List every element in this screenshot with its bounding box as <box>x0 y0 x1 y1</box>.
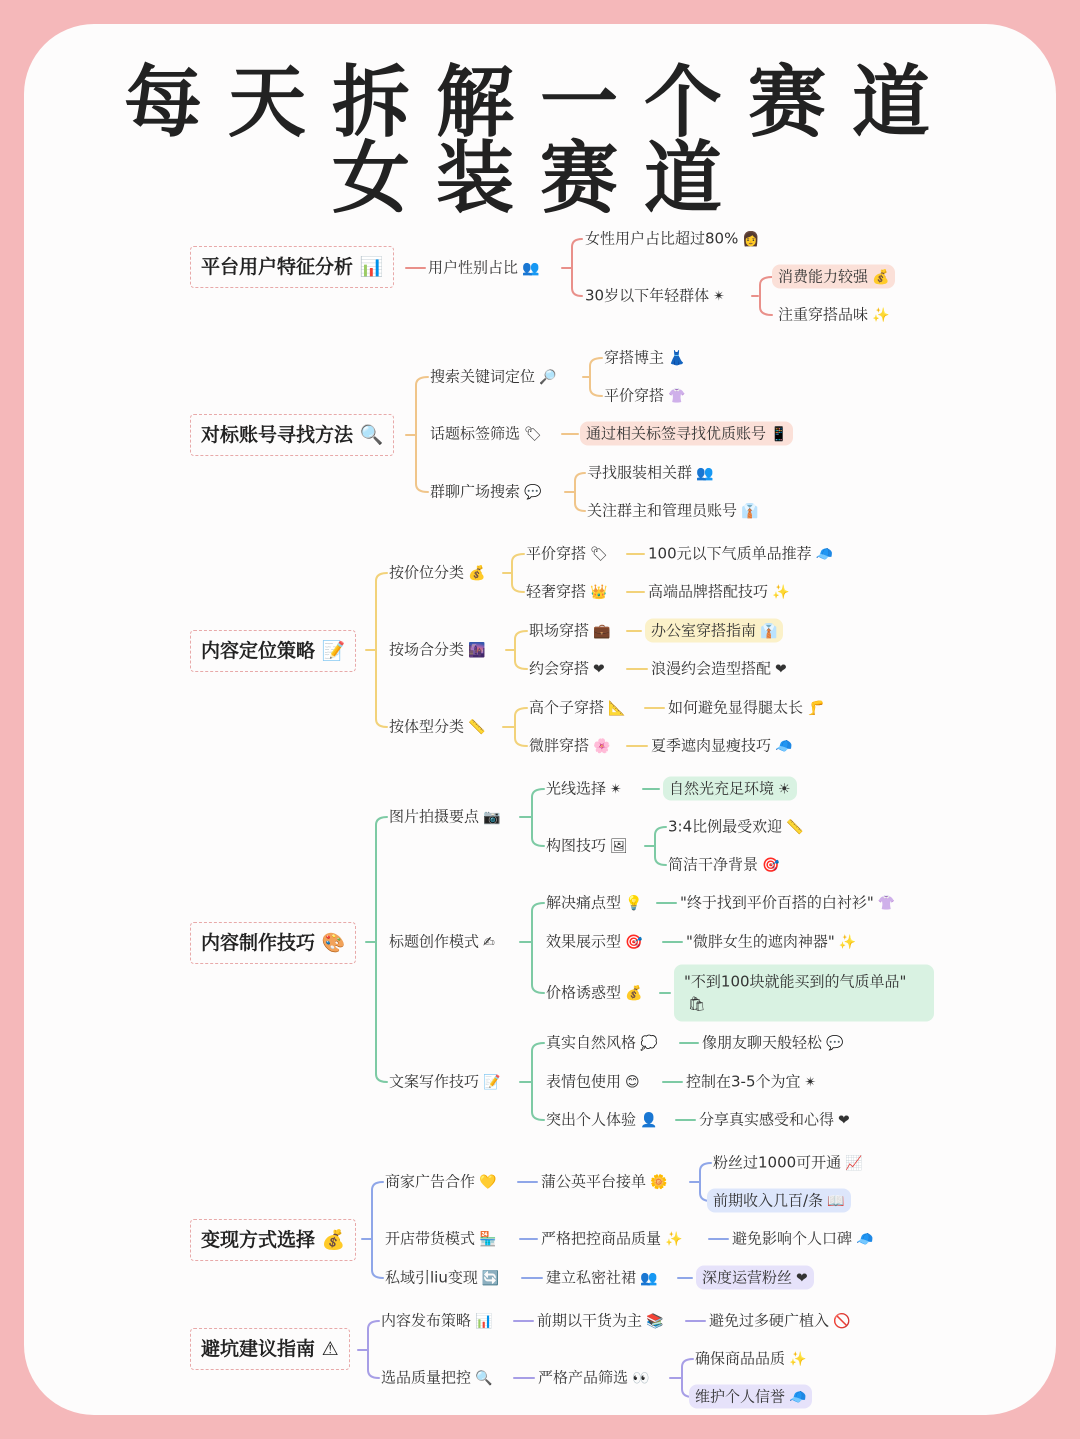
shirt-icon: 👚 <box>668 388 686 405</box>
page-subtitle: 女装赛道 <box>331 134 748 224</box>
node-tall[interactable] <box>529 697 625 720</box>
lightbulb-icon: 💡 <box>625 895 643 912</box>
node-text: 严格把控商品质量 <box>541 1229 662 1248</box>
node-text: 价格诱惑型 <box>546 983 622 1002</box>
node-text: 话题标签筛选 <box>430 424 521 443</box>
section-label: 平台用户特征分析 <box>201 256 354 278</box>
node-text: 选品质量把控 <box>381 1368 472 1387</box>
node-romantic-styling[interactable] <box>651 658 787 681</box>
node-copywriting[interactable] <box>389 1071 500 1094</box>
node-3-4-ratio[interactable] <box>668 816 804 839</box>
connector-line <box>655 827 666 865</box>
node-text: 避免过多硬广植入 <box>709 1311 830 1330</box>
chart-up-icon: 📈 <box>845 1155 863 1172</box>
node-text: 分享真实感受和心得 <box>699 1110 835 1129</box>
cap-icon: 🧢 <box>789 1389 807 1406</box>
node-ensure-quality[interactable] <box>695 1348 806 1371</box>
node-text: 搜索关键词定位 <box>430 367 536 386</box>
node-avoid-long-legs[interactable] <box>668 697 824 720</box>
section-user-analysis[interactable] <box>190 246 394 288</box>
node-photo-tips[interactable] <box>389 806 500 829</box>
node-natural-light[interactable] <box>663 778 797 801</box>
node-affordable[interactable] <box>526 543 608 566</box>
tag-icon: 🏷 <box>524 426 542 443</box>
node-reputation[interactable] <box>732 1228 873 1251</box>
node-chat-like[interactable] <box>702 1032 843 1055</box>
node-text: 确保商品品质 <box>695 1349 786 1368</box>
connector-line <box>532 903 544 993</box>
money-bag-icon: 💰 <box>468 565 486 582</box>
node-text: 前期收入几百/条 <box>713 1191 824 1210</box>
node-affordable-outfit[interactable] <box>604 385 685 408</box>
warning-icon: ⚠ <box>321 1338 339 1360</box>
phone-icon: 📱 <box>770 426 788 443</box>
node-outfit-blogger[interactable] <box>604 347 685 370</box>
node-selection-quality[interactable] <box>381 1367 492 1390</box>
heart-icon: ❤ <box>775 661 787 678</box>
node-text: 效果展示型 <box>546 932 622 951</box>
node-luxury[interactable] <box>526 581 607 604</box>
city-icon: 🌆 <box>468 642 486 659</box>
palette-icon: 🎨 <box>321 932 346 954</box>
node-clean-background[interactable] <box>668 854 779 877</box>
node-1000-fans[interactable] <box>713 1152 863 1175</box>
node-hashtag-filter[interactable] <box>430 423 542 446</box>
bar-chart-icon: 📊 <box>359 256 384 278</box>
node-under-100-quote[interactable] <box>674 965 934 1022</box>
node-brand-ads[interactable] <box>385 1171 496 1194</box>
node-text: 100元以下气质单品推荐 <box>648 544 812 563</box>
node-text: 平价穿搭 <box>526 544 587 563</box>
node-young-group[interactable] <box>585 285 725 308</box>
node-text: 标题创作模式 <box>389 932 480 951</box>
node-effect-display[interactable] <box>546 931 642 954</box>
node-female-80[interactable] <box>585 228 760 251</box>
node-title-modes[interactable] <box>389 931 495 954</box>
crown-icon: 👑 <box>590 584 608 601</box>
node-text: 注重穿搭品味 <box>778 305 869 324</box>
magnifier-icon: 🔎 <box>539 369 557 386</box>
node-text: 文案写作技巧 <box>389 1072 480 1091</box>
node-text: 商家广告合作 <box>385 1172 476 1191</box>
connector-line <box>532 1043 544 1120</box>
node-text: 按价位分类 <box>389 563 465 582</box>
node-text: 夏季遮肉显瘦技巧 <box>651 736 772 755</box>
node-text: 高个子穿搭 <box>529 698 605 717</box>
stars-icon: ✨ <box>772 584 790 601</box>
cap-icon: 🧢 <box>815 546 834 563</box>
node-curvy-quote[interactable] <box>686 931 856 954</box>
node-follow-admins[interactable] <box>587 500 758 523</box>
node-text: "微胖女生的遮肉神器" <box>686 932 835 951</box>
section-label: 内容定位策略 <box>201 640 316 662</box>
node-text: 轻奢穿搭 <box>526 582 587 601</box>
node-composition[interactable] <box>546 835 628 858</box>
pencil-icon: ✍ <box>483 934 495 951</box>
node-shop-sales[interactable] <box>385 1228 496 1251</box>
node-text: 严格产品筛选 <box>538 1368 629 1387</box>
connector-line <box>515 708 527 746</box>
speech-bubble-icon: 💭 <box>640 1035 658 1052</box>
store-icon: 🏪 <box>479 1231 497 1248</box>
node-text: 浪漫约会造型搭配 <box>651 659 772 678</box>
shirt-icon: 👚 <box>877 895 896 912</box>
node-white-shirt-quote[interactable] <box>680 892 895 915</box>
money-bag-icon: 💰 <box>625 985 643 1002</box>
stars-icon: ✨ <box>665 1231 683 1248</box>
people-icon: 👥 <box>696 465 714 482</box>
connector-line <box>760 277 772 315</box>
node-text: 简洁干净背景 <box>668 855 759 874</box>
node-price-lure[interactable] <box>546 982 642 1005</box>
node-clothing-groups[interactable] <box>587 462 713 485</box>
section-pitfall-guide[interactable] <box>190 1328 350 1370</box>
node-early-income[interactable] <box>707 1190 851 1213</box>
section-content-production[interactable] <box>190 922 356 964</box>
node-text: 群聊广场搜索 <box>430 482 521 501</box>
node-text: 办公室穿搭指南 <box>651 621 757 640</box>
page-title: 每天拆解一个赛道 <box>123 58 956 148</box>
node-text: 光线选择 <box>546 779 607 798</box>
connector-line <box>376 817 387 1082</box>
node-text: 3:4比例最受欢迎 <box>668 817 783 836</box>
node-text: 内容发布策略 <box>381 1311 472 1330</box>
node-text: 维护个人信誉 <box>695 1387 786 1406</box>
eyes-icon: 👀 <box>632 1370 650 1387</box>
node-text: 突出个人体验 <box>546 1110 637 1129</box>
ruler-icon: 📏 <box>468 719 486 736</box>
node-text: 寻找服装相关群 <box>587 463 693 482</box>
people-icon: 👥 <box>640 1270 658 1287</box>
memo-icon: 📝 <box>483 1074 501 1091</box>
node-text: 表情包使用 <box>546 1072 622 1091</box>
node-text: 高端品牌搭配技巧 <box>648 582 769 601</box>
section-label: 内容制作技巧 <box>201 932 316 954</box>
node-curvy[interactable] <box>529 735 610 758</box>
node-group-search[interactable] <box>430 481 541 504</box>
connector-line <box>368 1321 379 1378</box>
sparkle-icon: ✴ <box>610 781 622 798</box>
connector-line <box>512 554 524 592</box>
heart-icon: 💛 <box>479 1174 497 1191</box>
target-icon: 🎯 <box>625 934 643 951</box>
node-pugongying[interactable] <box>541 1171 667 1194</box>
section-label: 避坑建议指南 <box>201 1338 316 1360</box>
sun-icon: ☀ <box>778 781 791 798</box>
node-text: 图片拍摄要点 <box>389 807 480 826</box>
chat-icon: 💬 <box>826 1035 844 1052</box>
node-text: 消费能力较强 <box>778 267 869 286</box>
node-by-body[interactable] <box>389 716 485 739</box>
node-text: 建立私密社裙 <box>546 1268 637 1287</box>
heart-icon: ❤ <box>838 1112 850 1129</box>
connector-line <box>590 358 602 396</box>
node-text: 自然光充足环境 <box>669 779 775 798</box>
node-deep-fans[interactable] <box>696 1267 814 1290</box>
person-suit-icon: 👔 <box>741 503 759 520</box>
node-text: 职场穿搭 <box>529 621 590 640</box>
node-spending-power[interactable] <box>772 266 895 289</box>
node-under-100[interactable] <box>648 543 833 566</box>
picture-icon: 🖼 <box>610 838 628 855</box>
flower-icon: 🌼 <box>650 1174 668 1191</box>
node-text: 前期以干货为主 <box>537 1311 643 1330</box>
node-text: 30岁以下年轻群体 <box>585 286 710 305</box>
node-text: 约会穿搭 <box>529 659 590 678</box>
connector-line <box>532 789 544 846</box>
sparkle-icon: ✴ <box>713 288 725 305</box>
node-avoid-hard-ads[interactable] <box>709 1310 850 1333</box>
node-emoji-use[interactable] <box>546 1071 640 1094</box>
node-text: 按场合分类 <box>389 640 465 659</box>
node-text: "不到100块就能买到的气质单品" <box>684 972 907 991</box>
node-text: 微胖穿搭 <box>529 736 590 755</box>
triangle-ruler-icon: 📐 <box>608 700 626 717</box>
money-bag-icon: 💰 <box>321 1229 346 1251</box>
node-strict-screening[interactable] <box>538 1367 649 1390</box>
node-text: 开店带货模式 <box>385 1229 476 1248</box>
section-label: 对标账号寻找方法 <box>201 424 354 446</box>
refresh-icon: 🔄 <box>481 1270 500 1287</box>
stars-icon: ✨ <box>872 307 890 324</box>
magnifier-icon: 🔍 <box>359 424 384 446</box>
prohibited-icon: 🚫 <box>833 1313 851 1330</box>
connector-line <box>515 631 527 669</box>
node-text: 女性用户占比超过80% <box>585 229 739 248</box>
node-text: 按体型分类 <box>389 717 465 736</box>
section-benchmark-accounts[interactable] <box>190 414 394 456</box>
node-text: 如何避免显得腿太长 <box>668 698 804 717</box>
dress-icon: 👗 <box>668 350 686 367</box>
section-label: 变现方式选择 <box>201 1229 316 1251</box>
camera-icon: 📷 <box>483 809 501 826</box>
node-dry-goods[interactable] <box>537 1310 663 1333</box>
node-quality-control[interactable] <box>541 1228 682 1251</box>
connector-line <box>572 239 582 296</box>
node-workplace[interactable] <box>529 620 610 643</box>
node-natural-style[interactable] <box>546 1032 657 1055</box>
node-text: 私域引liu变现 <box>385 1268 478 1287</box>
node-date-outfit[interactable] <box>529 658 605 681</box>
speech-bubble-icon: 💬 <box>524 484 542 501</box>
node-text: 通过相关标签寻找优质账号 <box>586 424 767 443</box>
node-text: 控制在3-5个为宜 <box>686 1072 801 1091</box>
magnifier-icon: 🔍 <box>475 1370 493 1387</box>
heart-icon: ❤ <box>796 1270 808 1287</box>
node-office-guide[interactable] <box>645 620 783 643</box>
connector-line <box>372 1182 383 1278</box>
leg-icon: 🦵 <box>807 700 825 717</box>
person-icon: 👤 <box>640 1112 658 1129</box>
node-by-occasion[interactable] <box>389 639 485 662</box>
node-text: 真实自然风格 <box>546 1033 637 1052</box>
node-private-traffic[interactable] <box>385 1267 499 1290</box>
node-style-taste[interactable] <box>778 304 889 327</box>
node-text: 关注群主和管理员账号 <box>587 501 738 520</box>
cap-icon: 🧢 <box>775 738 793 755</box>
node-text: 蒲公英平台接单 <box>541 1172 647 1191</box>
node-text: 解决痛点型 <box>546 893 622 912</box>
cap-icon: 🧢 <box>856 1231 874 1248</box>
node-3-5-limit[interactable] <box>686 1071 816 1094</box>
book-icon: 📖 <box>827 1193 845 1210</box>
people-icon: 👥 <box>522 260 540 277</box>
node-text: 深度运营粉丝 <box>702 1268 793 1287</box>
node-high-end-tips[interactable] <box>648 581 789 604</box>
shopping-bag-icon: 🛍 <box>688 996 706 1013</box>
connector-line <box>416 377 428 492</box>
node-by-price[interactable] <box>389 562 485 585</box>
node-lighting[interactable] <box>546 778 622 801</box>
books-icon: 📚 <box>646 1313 664 1330</box>
node-publish-strategy[interactable] <box>381 1310 492 1333</box>
heart-icon: ❤ <box>593 661 605 678</box>
node-tag-accounts[interactable] <box>580 423 793 446</box>
woman-icon: 👩 <box>742 231 760 248</box>
node-private-group[interactable] <box>546 1267 657 1290</box>
section-content-positioning[interactable] <box>190 630 356 672</box>
node-keyword-search[interactable] <box>430 366 556 389</box>
target-icon: 🎯 <box>762 857 780 874</box>
node-pain-point[interactable] <box>546 892 642 915</box>
memo-icon: 📝 <box>321 640 346 662</box>
node-gender-ratio[interactable] <box>428 257 539 280</box>
section-monetization[interactable] <box>190 1219 356 1261</box>
briefcase-icon: 💼 <box>593 623 611 640</box>
smile-icon: 😊 <box>625 1074 640 1091</box>
node-share-feelings[interactable] <box>699 1109 850 1132</box>
node-text: 避免影响个人口碑 <box>732 1229 853 1248</box>
node-personal-experience[interactable] <box>546 1109 657 1132</box>
node-text: "终于找到平价百搭的白衬衫" <box>680 893 874 912</box>
node-text: 穿搭博主 <box>604 348 665 367</box>
tag-icon: 🏷 <box>590 546 608 563</box>
bar-chart-icon: 📊 <box>475 1313 493 1330</box>
node-text: 像朋友聊天般轻松 <box>702 1033 823 1052</box>
money-bag-icon: 💰 <box>872 269 890 286</box>
ruler-icon: 📏 <box>786 819 804 836</box>
node-summer-slimming[interactable] <box>651 735 792 758</box>
node-text: 平价穿搭 <box>604 386 665 405</box>
connector-line <box>376 573 387 727</box>
node-text: 粉丝过1000可开通 <box>713 1153 842 1172</box>
person-suit-icon: 👔 <box>760 623 778 640</box>
stars-icon: ✨ <box>838 934 857 951</box>
flower-icon: 🌸 <box>593 738 611 755</box>
node-credibility[interactable] <box>689 1386 812 1409</box>
stars-icon: ✨ <box>789 1351 807 1368</box>
connector-line <box>575 473 585 511</box>
node-text: 用户性别占比 <box>428 258 519 277</box>
sparkle-icon: ✴ <box>804 1074 817 1091</box>
node-text: 构图技巧 <box>546 836 607 855</box>
